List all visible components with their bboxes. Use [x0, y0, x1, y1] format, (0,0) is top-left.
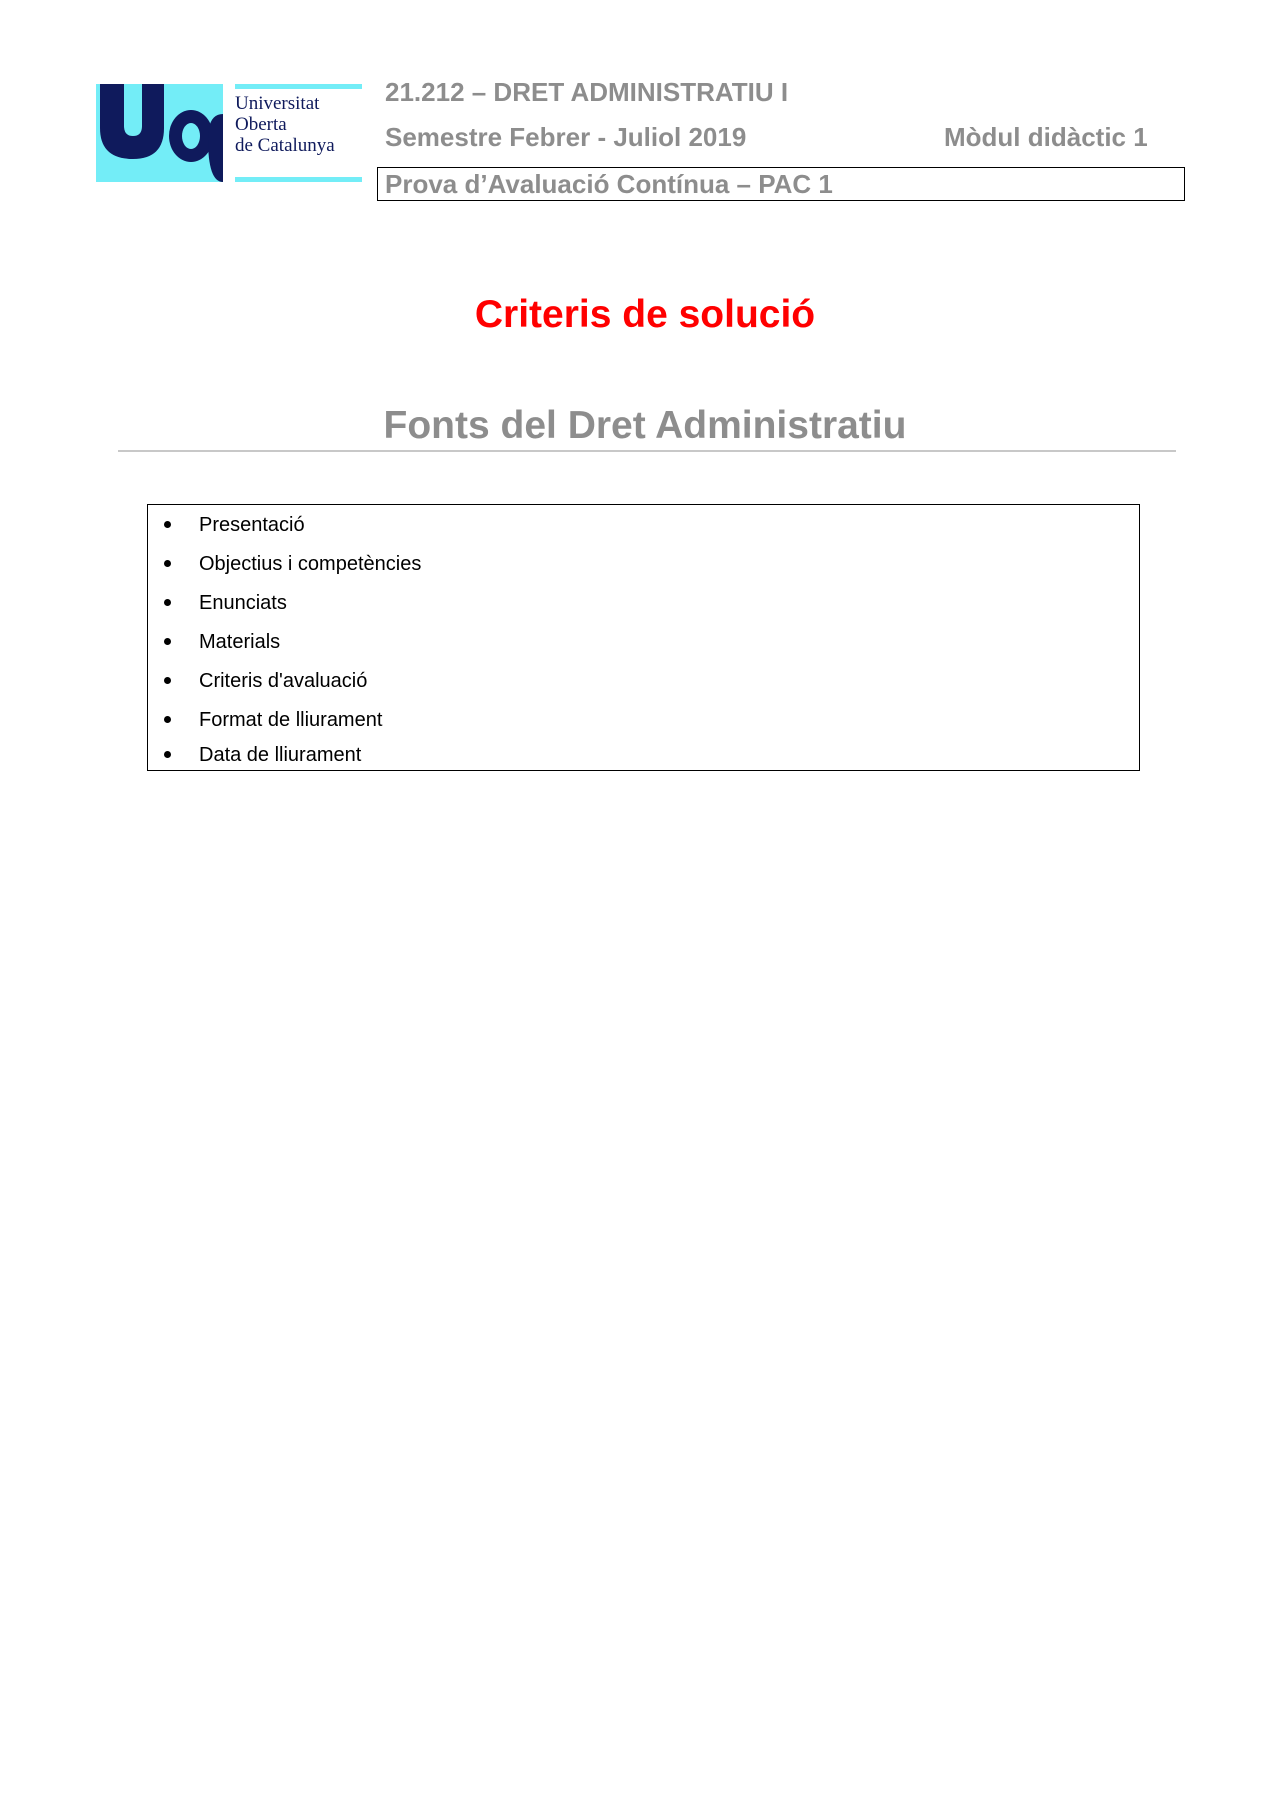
- logo-line-2: Oberta: [235, 114, 287, 135]
- document-subject-title: Fonts del Dret Administratiu: [383, 404, 907, 447]
- title-underline: [118, 450, 1176, 452]
- list-item-label: Presentació: [199, 514, 305, 536]
- bullet-icon: [164, 716, 171, 723]
- list-item-label: Format de lliurament: [199, 709, 383, 731]
- list-item-label: Objectius i competències: [199, 553, 422, 575]
- bullet-icon: [164, 521, 171, 528]
- bullet-icon: [164, 751, 171, 758]
- bullet-icon: [164, 677, 171, 684]
- uoc-logo: [96, 84, 362, 182]
- logo-rule-bottom: [235, 177, 362, 182]
- semester-label: Semestre Febrer - Juliol 2019: [385, 122, 747, 152]
- uoc-logo-mark: [96, 84, 223, 182]
- bullet-icon: [164, 560, 171, 567]
- logo-wordmark: [235, 93, 335, 156]
- bullet-icon: [164, 599, 171, 606]
- list-item-label: Criteris d'avaluació: [199, 670, 368, 692]
- assessment-title: Prova d’Avaluació Contínua – PAC 1: [385, 169, 833, 199]
- bullet-icon: [164, 638, 171, 645]
- module-label: Mòdul didàctic 1: [944, 122, 1148, 152]
- course-title: 21.212 – DRET ADMINISTRATIU I: [385, 77, 789, 107]
- list-item-label: Data de lliurament: [199, 744, 362, 766]
- contents-box: [147, 504, 1140, 771]
- logo-rule-top: [235, 84, 362, 89]
- list-item-label: Enunciats: [199, 592, 287, 614]
- assessment-box: [377, 167, 1185, 201]
- logo-line-1: Universitat: [235, 93, 320, 114]
- solution-criteria-title: Criteris de solució: [474, 293, 816, 336]
- logo-line-3: de Catalunya: [235, 135, 335, 156]
- list-item-label: Materials: [199, 631, 281, 653]
